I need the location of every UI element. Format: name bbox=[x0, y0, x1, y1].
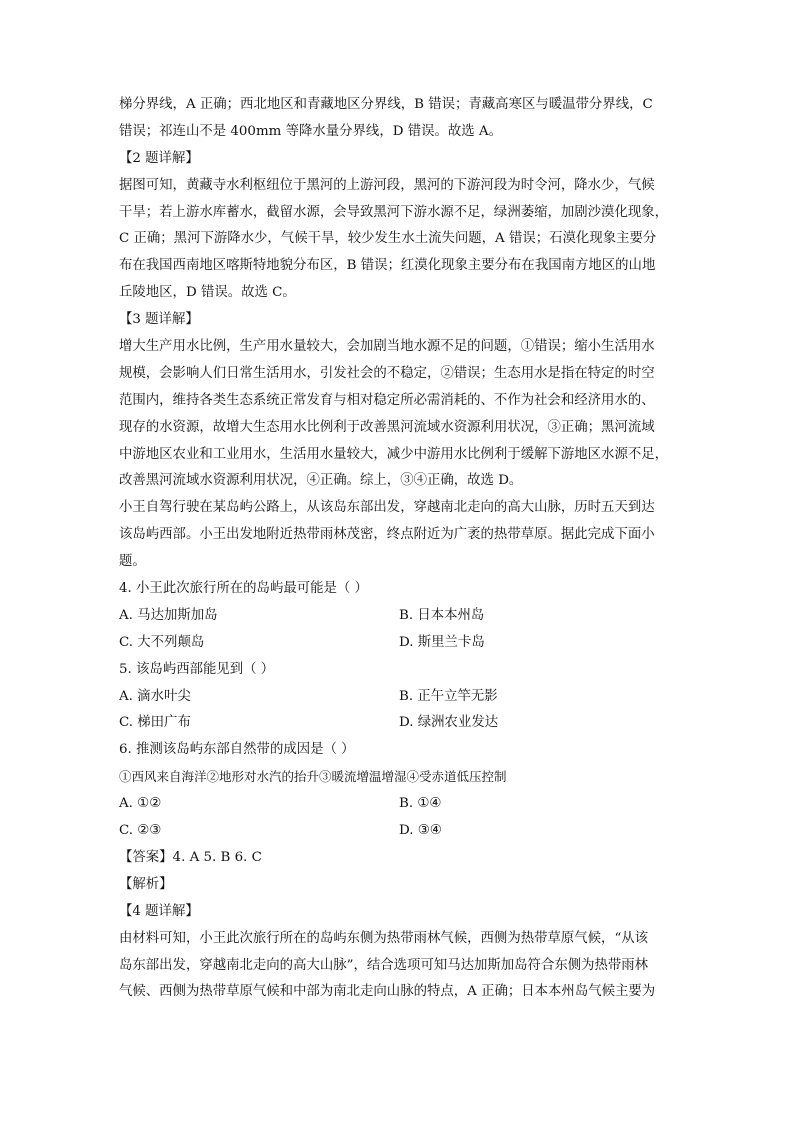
text-line: 由材料可知，小王此次旅行所在的岛屿东侧为热带雨林气候，西侧为热带草原气候，“从该 bbox=[119, 930, 649, 946]
text-line: 中游地区农业和工业用水，生活用水量较大，减少中游用水比例利于缓解下游地区水源不足， bbox=[119, 446, 669, 462]
option-a: A. ①② bbox=[119, 796, 162, 812]
section-header: 【解析】 bbox=[119, 876, 173, 892]
text-line: 范围内，维持各类生态系统正常发育与相对稳定所必需消耗的、不作为社会和经济用水的、 bbox=[119, 392, 655, 408]
text-line: 气候、西侧为热带草原气候和中部为南北走向山脉的特点，A 正确；日本本州岛气候主要为 bbox=[119, 984, 656, 1000]
option-b: B. 正午立竿无影 bbox=[399, 688, 498, 704]
section-header: 【4 题详解】 bbox=[119, 903, 199, 919]
option-b: B. ①④ bbox=[399, 796, 442, 812]
option-a: A. 滴水叶尖 bbox=[119, 688, 191, 704]
option-row bbox=[119, 818, 679, 845]
option-d: D. ③④ bbox=[399, 823, 442, 839]
answer-line: 【答案】4. A 5. B 6. C bbox=[119, 849, 262, 865]
text-line: 规模，会影响人们日常生活用水，引发社会的不稳定，②错误；生态用水是指在特定的时空 bbox=[119, 365, 655, 381]
section-header: 【2 题详解】 bbox=[119, 150, 199, 166]
option-row bbox=[119, 791, 679, 818]
option-c: C. 梯田广布 bbox=[119, 715, 191, 731]
document-body bbox=[119, 92, 679, 1006]
text-line: 干旱；若上游水库蓄水，截留水源，会导致黑河下游水源不足，绿洲萎缩，加剧沙漠化现象， bbox=[119, 204, 669, 220]
option-c: C. ②③ bbox=[119, 823, 162, 839]
text-line: 丘陵地区，D 错误。故选 C。 bbox=[119, 285, 296, 301]
option-b: B. 日本本州岛 bbox=[399, 607, 485, 623]
text-line: 布在我国西南地区喀斯特地貌分布区，B 错误；红漠化现象主要分布在我国南方地区的山地 bbox=[119, 258, 656, 274]
text-line: 岛东部出发，穿越南北走向的高大山脉”，结合选项可知马达加斯加岛符合东侧为热带雨林 bbox=[119, 957, 649, 973]
text-line: 错误；祁连山不是 400mm 等降水量分界线，D 错误。故选 A。 bbox=[119, 123, 502, 139]
option-d: D. 斯里兰卡岛 bbox=[399, 634, 485, 650]
text-line: 据图可知，黄藏寺水利枢纽位于黑河的上游河段，黑河的下游河段为时令河，降水少，气候 bbox=[119, 177, 655, 193]
text-line: 现存的水资源，故增大生态用水比例利于改善黑河流域水资源利用状况，③正确；黑河流域 bbox=[119, 419, 655, 435]
section-header: 【3 题详解】 bbox=[119, 312, 199, 328]
text-line: 梯分界线，A 正确；西北地区和青藏地区分界线，B 错误；青藏高寒区与暖温带分界线，C bbox=[119, 97, 653, 112]
text-line: 该岛屿西部。小王出发地附近热带雨林茂密，终点附近为广袤的热带草原。据此完成下面小 bbox=[119, 527, 655, 543]
text-line: 增大生产用水比例，生产用水量较大，会加剧当地水源不足的问题，①错误；缩小生活用水 bbox=[119, 339, 655, 355]
statement-line: ①西风来自海洋②地形对水汽的抬升③暖流增温增湿④受赤道低压控制 bbox=[119, 769, 507, 785]
text-line: C 正确；黑河下游降水少，气候干旱，较少发生水土流失问题，A 错误；石漠化现象主要分 bbox=[119, 231, 657, 247]
option-a: A. 马达加斯加岛 bbox=[119, 607, 218, 623]
option-row bbox=[119, 684, 679, 711]
option-row bbox=[119, 603, 679, 630]
text-line: 题。 bbox=[119, 554, 146, 570]
question-stem: 6. 推测该岛屿东部自然带的成因是（ ） bbox=[119, 742, 355, 758]
text-line: 改善黑河流域水资源利用状况，④正确。综上，③④正确，故选 D。 bbox=[119, 473, 523, 489]
option-d: D. 绿洲农业发达 bbox=[399, 715, 499, 731]
option-row bbox=[119, 630, 679, 657]
question-stem: 5. 该岛屿西部能见到（ ） bbox=[119, 661, 275, 677]
option-c: C. 大不列颠岛 bbox=[119, 634, 205, 650]
question-stem: 4. 小王此次旅行所在的岛屿最可能是（ ） bbox=[119, 581, 368, 597]
text-line: 小王自驾行驶在某岛屿公路上，从该岛东部出发，穿越南北走向的高大山脉，历时五天到达 bbox=[119, 500, 655, 516]
option-row bbox=[119, 710, 679, 737]
